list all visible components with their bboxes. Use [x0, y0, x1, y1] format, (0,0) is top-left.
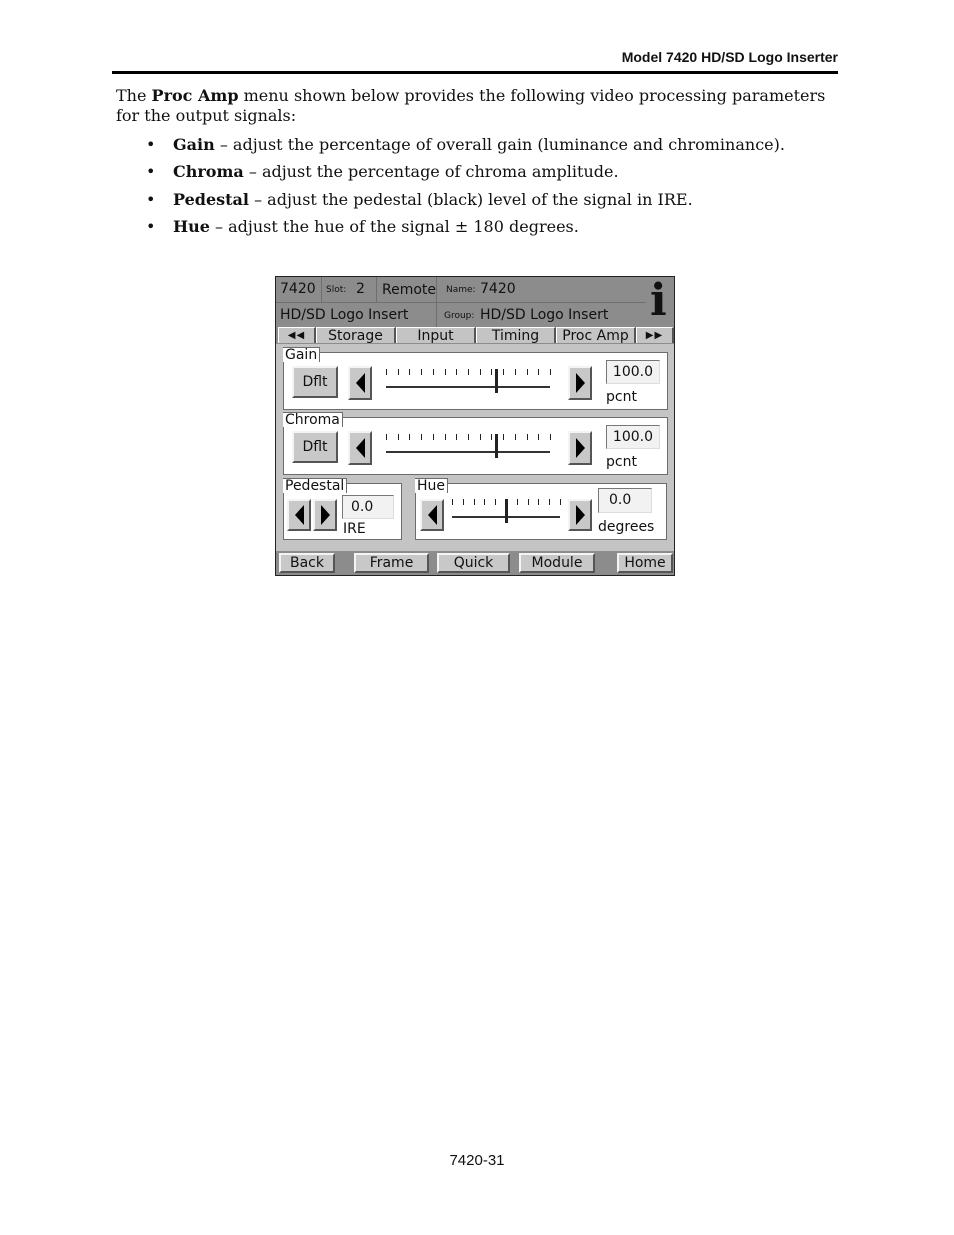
slider-tick [456, 369, 457, 375]
list-item: • Pedestal – adjust the pedestal (black) level of the signal in IRE. [146, 189, 693, 209]
tab-storage[interactable]: Storage [316, 327, 396, 343]
bullet-desc: – adjust the percentage of chroma amplitude. [243, 162, 619, 182]
slider-tick [433, 369, 434, 375]
name-value: 7420 [480, 281, 516, 297]
left-arrow-icon [295, 505, 304, 525]
gain-decrease-button[interactable] [348, 366, 372, 400]
left-arrow-icon [356, 438, 365, 458]
slider-tick [445, 369, 446, 375]
slider-tick [409, 369, 410, 375]
slider-tick [515, 369, 516, 375]
mode-status: Remote [382, 282, 437, 298]
model-number: 7420 [280, 281, 316, 297]
gain-slider[interactable] [382, 365, 554, 399]
intro-menu-name: Proc Amp [151, 86, 239, 105]
pedestal-decrease-button[interactable] [287, 499, 311, 531]
pedestal-unit: IRE [343, 521, 366, 537]
pedestal-value-field[interactable]: 0.0 [342, 495, 394, 519]
chroma-unit: pcnt [606, 454, 637, 470]
hue-decrease-button[interactable] [420, 499, 444, 531]
slot-value: 2 [356, 281, 365, 297]
bullet-desc: – adjust the hue of the signal ± 180 degrees. [209, 216, 579, 236]
slider-tick [474, 499, 475, 505]
slider-tick [491, 369, 492, 375]
right-arrow-icon [576, 373, 585, 393]
slider-tick [515, 434, 516, 440]
info-icon[interactable]: i [650, 276, 667, 326]
left-arrow-icon [428, 505, 437, 525]
slider-tick [398, 369, 399, 375]
slider-tick [527, 369, 528, 375]
slider-tick [495, 499, 496, 505]
name-label: Name: [446, 285, 476, 295]
chroma-label: Chroma [283, 412, 343, 427]
hue-value-field[interactable]: 0.0 [598, 488, 652, 513]
bullet-desc: – adjust the percentage of overall gain (luminance and chrominance). [214, 135, 785, 154]
chroma-value-field[interactable]: 100.0 [606, 425, 660, 449]
gain-label: Gain [283, 347, 320, 362]
tab-scroll-prev[interactable]: ◀◀ [278, 327, 316, 343]
tab-scroll-next[interactable]: ▶▶ [636, 327, 674, 343]
slider-thumb[interactable] [495, 434, 498, 458]
pedestal-label: Pedestal [283, 478, 347, 493]
group-label: Group: [444, 311, 475, 321]
slider-tick [538, 499, 539, 505]
intro-text-after: menu shown below provides the following video processing parameters for the output signals: [116, 86, 826, 125]
slider-tick [409, 434, 410, 440]
slider-tick [550, 369, 551, 375]
slider-tick [452, 499, 453, 505]
group-value: HD/SD Logo Insert [480, 307, 609, 323]
slider-tick [468, 369, 469, 375]
left-arrow-icon [356, 373, 365, 393]
slider-tick [549, 499, 550, 505]
slider-tick [398, 434, 399, 440]
module-button[interactable]: Module [519, 553, 595, 573]
slider-tick [468, 434, 469, 440]
slot-label: Slot: [326, 285, 347, 295]
bullet-term: Gain [173, 135, 215, 154]
slider-tick [528, 499, 529, 505]
intro-paragraph [116, 86, 842, 126]
slider-tick [491, 434, 492, 440]
slider-tick [480, 369, 481, 375]
bullet-term: Chroma [173, 162, 244, 182]
gain-increase-button[interactable] [568, 366, 592, 400]
slider-tick [538, 369, 539, 375]
hue-label: Hue [415, 478, 448, 493]
hue-unit: degrees [598, 519, 655, 535]
slider-tick [386, 369, 387, 375]
slider-tick [445, 434, 446, 440]
tab-input[interactable]: Input [396, 327, 476, 343]
slider-tick [527, 434, 528, 440]
slider-tick [456, 434, 457, 440]
chroma-slider[interactable] [382, 430, 554, 464]
right-arrow-icon [576, 505, 585, 525]
slider-tick [560, 499, 561, 505]
hue-slider[interactable] [448, 495, 564, 529]
bullet-term: Pedestal [173, 189, 249, 209]
parameter-list [146, 135, 785, 244]
slider-tick [421, 434, 422, 440]
home-button[interactable]: Home [617, 553, 673, 573]
slider-tick [433, 434, 434, 440]
module-description: HD/SD Logo Insert [280, 307, 409, 323]
chroma-increase-button[interactable] [568, 431, 592, 465]
hue-increase-button[interactable] [568, 499, 592, 531]
chroma-default-button[interactable]: Dflt [292, 431, 338, 463]
gain-default-button[interactable]: Dflt [292, 366, 338, 398]
list-item: • Chroma – adjust the percentage of chroma amplitude. [146, 162, 619, 182]
page-number: 7420-31 [449, 1152, 505, 1169]
intro-text-before: The [116, 86, 152, 105]
slider-thumb[interactable] [495, 369, 498, 393]
tab-timing[interactable]: Timing [476, 327, 556, 343]
slider-tick [480, 434, 481, 440]
slider-tick [538, 434, 539, 440]
slider-track [386, 386, 550, 388]
pedestal-increase-button[interactable] [313, 499, 337, 531]
proc-amp-screen [275, 276, 675, 576]
header-rule [112, 71, 838, 74]
right-arrow-icon [576, 438, 585, 458]
bullet-desc: – adjust the pedestal (black) level of the signal in IRE. [249, 189, 693, 209]
right-arrow-icon [321, 505, 330, 525]
frame-button[interactable]: Frame [354, 553, 429, 573]
document-header-title: Model 7420 HD/SD Logo Inserter [621, 49, 838, 65]
list-item: • Hue – adjust the hue of the signal ± 180 degrees. [146, 216, 579, 236]
slider-thumb[interactable] [505, 499, 508, 523]
list-item: • Gain – adjust the percentage of overall gain (luminance and chrominance). [146, 135, 785, 154]
chroma-decrease-button[interactable] [348, 431, 372, 465]
slider-tick [503, 369, 504, 375]
slider-track [386, 451, 550, 453]
slider-tick [503, 434, 504, 440]
slider-tick [550, 434, 551, 440]
bullet-term: Hue [173, 216, 210, 236]
quick-button[interactable]: Quick [437, 553, 510, 573]
slider-tick [517, 499, 518, 505]
slider-tick [386, 434, 387, 440]
gain-value-field[interactable]: 100.0 [606, 360, 660, 384]
back-button[interactable]: Back [279, 553, 335, 573]
slider-tick [463, 499, 464, 505]
slider-tick [421, 369, 422, 375]
slider-tick [484, 499, 485, 505]
tab-proc-amp[interactable]: Proc Amp [556, 327, 636, 343]
gain-unit: pcnt [606, 389, 637, 405]
